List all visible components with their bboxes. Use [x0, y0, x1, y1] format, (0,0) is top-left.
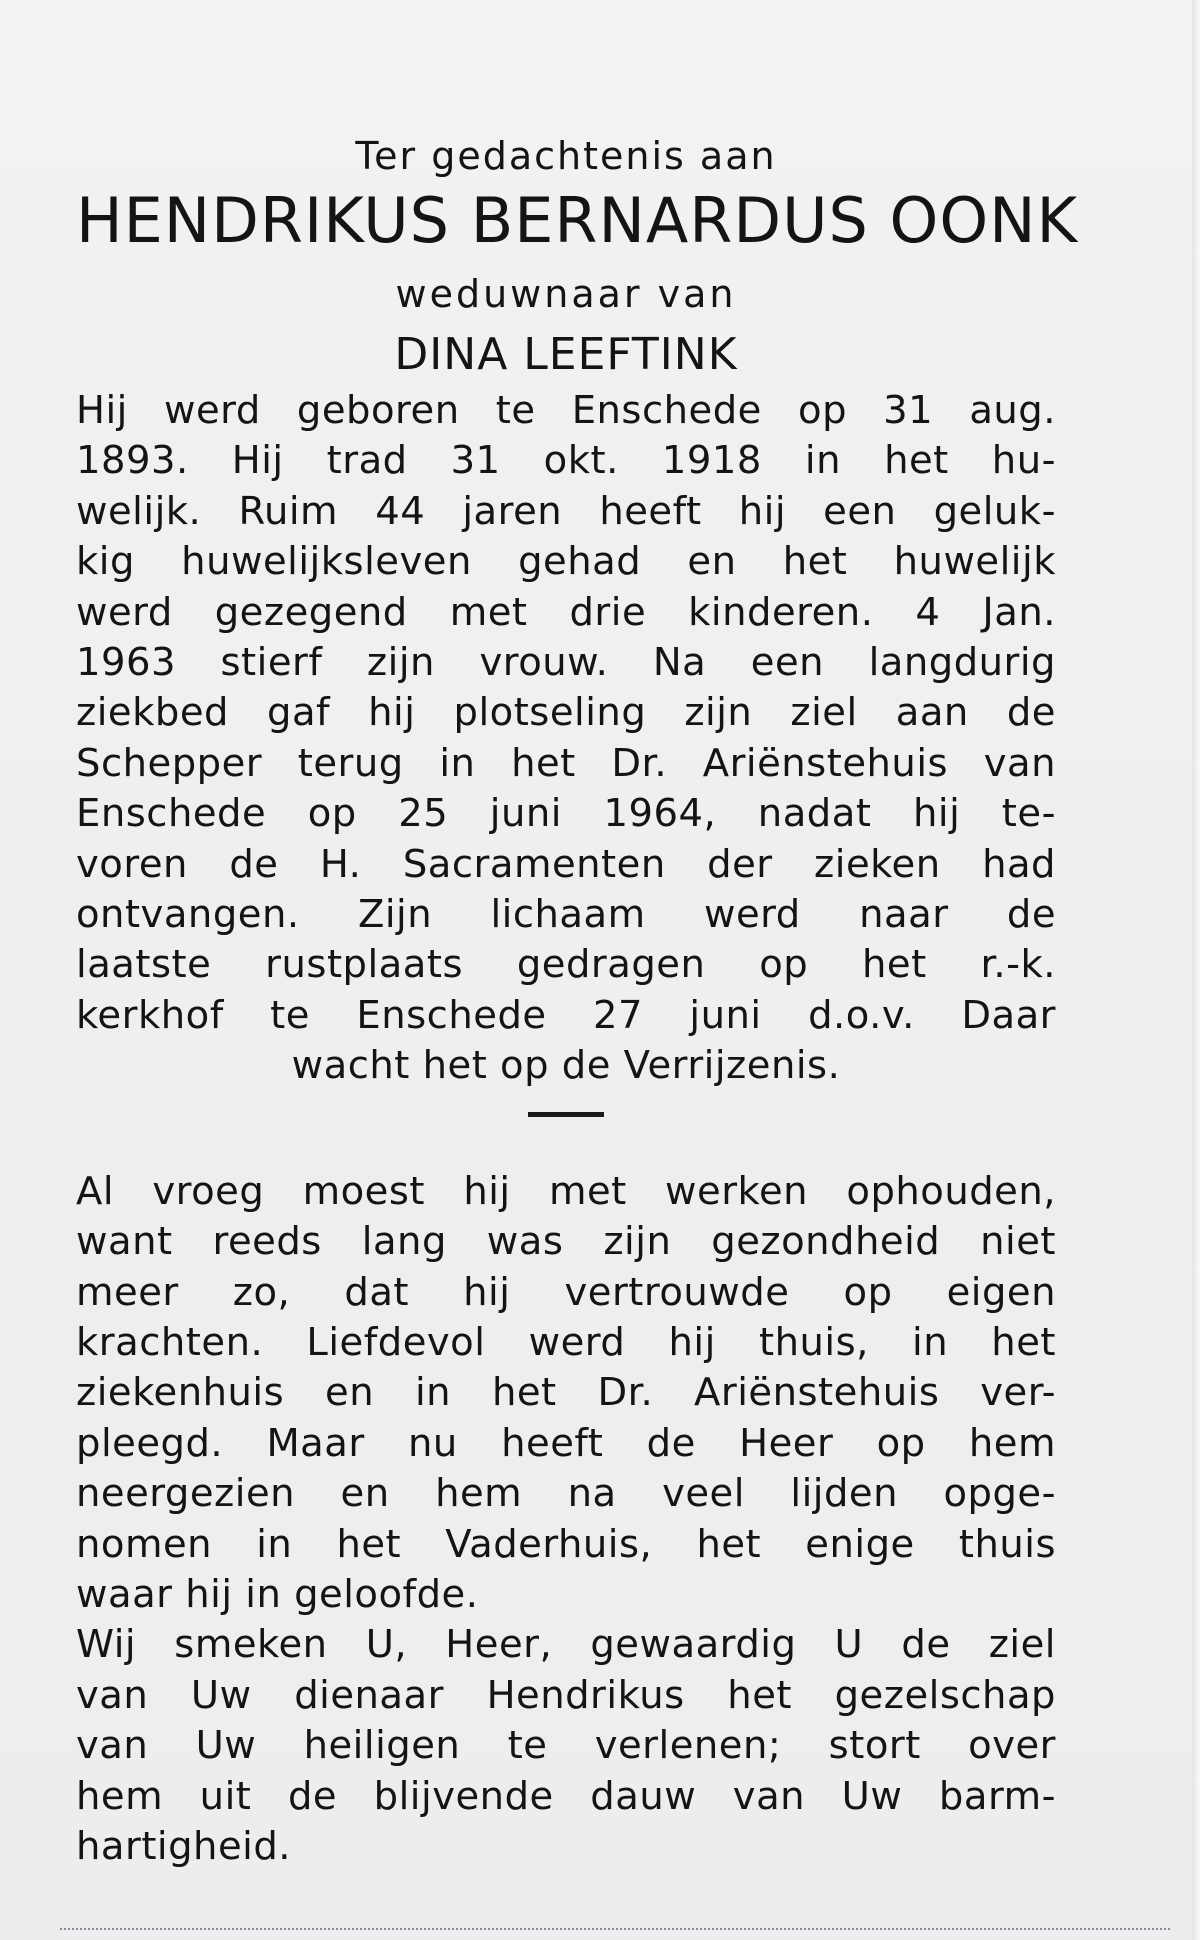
prayer-line: hem uit de blijvende dauw van Uw barm- — [76, 1773, 1056, 1819]
biography-line: 1893. Hij trad 31 okt. 1918 in het hu- — [76, 438, 1056, 484]
intro-text: Ter gedachtenis aan — [355, 134, 777, 178]
biography-line: voren de H. Sacramenten der zieken had — [76, 841, 1056, 887]
reflection-line: meer zo, dat hij vertrouwde op eigen — [76, 1269, 1056, 1315]
section-divider — [528, 1112, 604, 1117]
prayer-line: van Uw heiligen te verlenen; stort over — [76, 1723, 1056, 1769]
biography-line: ontvangen. Zijn lichaam werd naar de — [76, 892, 1056, 938]
reflection-line: want reeds lang was zijn gezondheid niet — [76, 1219, 1056, 1265]
biography-line: werd gezegend met drie kinderen. 4 Jan. — [76, 589, 1056, 635]
biography-paragraph — [76, 386, 1056, 1092]
biography-line: ziekbed gaf hij plotseling zijn ziel aan de — [76, 690, 1056, 736]
deceased-name: HENDRIKUS BERNARDUS OONK — [76, 184, 1079, 257]
prayer-paragraph — [76, 1620, 1056, 1872]
reflection-line: neergezien en hem na veel lijden opge- — [76, 1471, 1056, 1517]
spouse-name: DINA LEEFTINK — [394, 329, 738, 380]
biography-line: Enschede op 25 juni 1964, nadat hij te- — [76, 791, 1056, 837]
reflection-line: waar hij in geloofde. — [76, 1571, 479, 1617]
biography-line: kig huwelijksleven gehad en het huwelijk — [76, 539, 1056, 585]
biography-line: wacht het op de Verrijzenis. — [291, 1043, 841, 1089]
biography-line: kerkhof te Enschede 27 juni d.o.v. Daar — [76, 992, 1056, 1038]
prayer-line: van Uw dienaar Hendrikus het gezelschap — [76, 1672, 1056, 1718]
prayer-line: hartigheid. — [76, 1823, 292, 1869]
biography-line: welijk. Ruim 44 jaren heeft hij een geluk- — [76, 488, 1056, 534]
reflection-paragraph — [76, 1167, 1056, 1621]
biography-line: 1963 stierf zijn vrouw. Na een langdurig — [76, 640, 1056, 686]
reflection-line: krachten. Liefdevol werd hij thuis, in het — [76, 1319, 1056, 1365]
card-edge — [1192, 0, 1200, 1940]
prayer-line: Wij smeken U, Heer, gewaardig U de ziel — [76, 1622, 1056, 1668]
perforated-edge — [60, 1924, 1170, 1930]
card-content — [76, 130, 1079, 1872]
biography-line: Schepper terug in het Dr. Ariënstehuis van — [76, 740, 1056, 786]
reflection-line: nomen in het Vaderhuis, het enige thuis — [76, 1521, 1056, 1567]
reflection-line: Al vroeg moest hij met werken ophouden, — [76, 1168, 1056, 1214]
biography-line: laatste rustplaats gedragen op het r.-k. — [76, 942, 1056, 988]
reflection-line: pleegd. Maar nu heeft de Heer op hem — [76, 1420, 1056, 1466]
reflection-line: ziekenhuis en in het Dr. Ariënstehuis ver- — [76, 1370, 1056, 1416]
biography-line: Hij werd geboren te Enschede op 31 aug. — [76, 388, 1056, 433]
relation-text: weduwnaar van — [395, 272, 737, 316]
